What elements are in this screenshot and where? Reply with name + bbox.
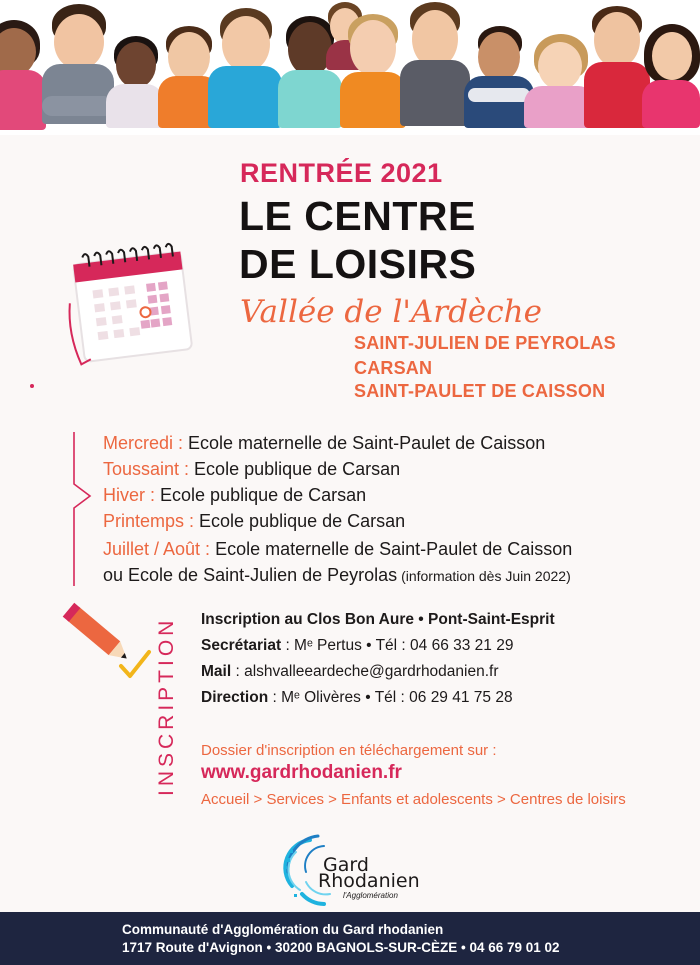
footer-line2: 1717 Route d'Avignon • 30200 BAGNOLS-SUR-CÈZE • 04 66 79 01 02 (122, 940, 560, 955)
logo-text-rhodanien: Rhodanien (318, 870, 420, 892)
child-figure (340, 0, 406, 135)
checkmark-icon (118, 648, 152, 687)
town-saint-paulet: SAINT-PAULET DE CAISSON (354, 381, 606, 401)
schedule-row-mercredi: Mercredi : Ecole maternelle de Saint-Paulet de Caisson (103, 433, 546, 453)
schedule-row-ete-alternative: ou Ecole de Saint-Julien de Peyrolas (information dès Juin 2022) (103, 565, 571, 585)
inscription-mail: Mail : alshvalleeardeche@gardrhodanien.fr (201, 663, 499, 680)
inscription-location: Inscription au Clos Bon Aure • Pont-Saint-Esprit (201, 611, 555, 628)
schedule-row-hiver: Hiver : Ecole publique de Carsan (103, 485, 367, 505)
website-link[interactable]: www.gardrhodanien.fr (201, 762, 402, 783)
footer-bar (0, 912, 700, 965)
subtitle-vallee: Vallée de l'Ardèche (240, 294, 542, 330)
inscription-direction: Direction : Mᵉ Olivères • Tél : 06 29 41 75 28 (201, 689, 513, 706)
schedule-row-ete: Juillet / Août : Ecole maternelle de Saint-Paulet de Caisson (103, 539, 573, 559)
schedule-bracket (70, 430, 100, 595)
footer-line1: Communauté d'Agglomération du Gard rhodanien (122, 922, 444, 937)
schedule-row-toussaint: Toussaint : Ecole publique de Carsan (103, 459, 401, 479)
logo-tagline: l'Agglomération (343, 891, 398, 900)
child-figure (638, 0, 700, 135)
page-title-line2: DE LOISIRS (239, 241, 477, 287)
rentree-heading: RENTRÉE 2021 (240, 158, 443, 188)
inscription-secretariat: Secrétariat : Mᵉ Pertus • Tél : 04 66 33 21 29 (201, 637, 514, 654)
schedule-row-printemps: Printemps : Ecole publique de Carsan (103, 511, 406, 531)
calendar-icon (60, 236, 200, 371)
dossier-text: Dossier d'inscription en téléchargement sur : (201, 742, 497, 759)
child-figure (206, 0, 282, 135)
website-path: Accueil > Services > Enfants et adolescents > Centres de loisirs (201, 791, 626, 808)
decorative-dot (30, 384, 34, 388)
town-saint-julien: SAINT-JULIEN DE PEYROLAS (354, 333, 616, 353)
town-carsan: CARSAN (354, 358, 433, 378)
logo-text-gard: Gard (323, 854, 369, 876)
inscription-vertical-label: INSCRIPTION (155, 616, 178, 796)
child-figure (400, 0, 470, 135)
child-figure (104, 0, 164, 135)
children-banner (0, 0, 700, 135)
page-title-line1: LE CENTRE (239, 193, 476, 239)
